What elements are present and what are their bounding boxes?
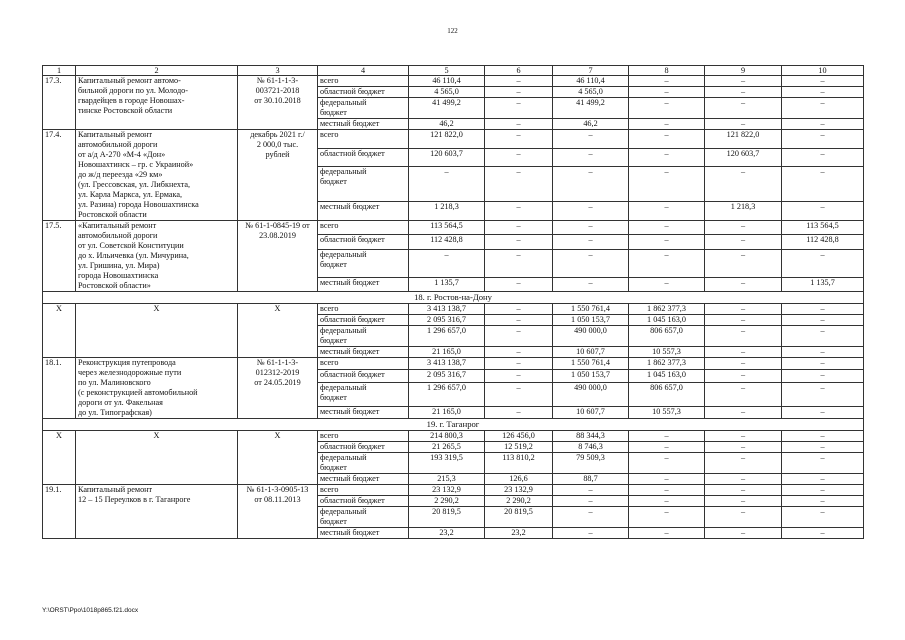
funding-source: федеральный бюджет <box>318 382 409 406</box>
value-cell: 41 499,2 <box>553 98 629 119</box>
value-cell: 79 509,3 <box>553 453 629 474</box>
funding-source: федеральный бюджет <box>318 507 409 528</box>
value-cell: 1 135,7 <box>409 277 485 291</box>
value-cell: – <box>782 76 864 87</box>
value-cell: 21 165,0 <box>409 406 485 418</box>
value-cell: 126,6 <box>485 474 553 485</box>
value-cell: – <box>705 119 782 130</box>
funding-source: местный бюджет <box>318 119 409 130</box>
value-cell: 20 819,5 <box>485 507 553 528</box>
value-cell: 10 607,7 <box>553 347 629 358</box>
item-name: Капитальный ремонт автомо- бильной дороги по ул. Молодо- гвардейцев в городе Новошах- тинске Ростовской области <box>76 76 238 130</box>
item-document: Х <box>238 304 318 358</box>
header-cell: 4 <box>318 66 409 76</box>
value-cell: – <box>782 249 864 277</box>
funding-source: федеральный бюджет <box>318 326 409 347</box>
value-cell: – <box>705 496 782 507</box>
section-row <box>43 419 864 431</box>
funding-source: федеральный бюджет <box>318 98 409 119</box>
funding-source: областной бюджет <box>318 148 409 167</box>
header-cell: 8 <box>629 66 705 76</box>
value-cell: – <box>705 277 782 291</box>
item-document: № 61-1-1-3- 003721-2018 от 30.10.2018 <box>238 76 318 130</box>
header-cell: 3 <box>238 66 318 76</box>
value-cell: – <box>553 507 629 528</box>
header-cell: 9 <box>705 66 782 76</box>
value-cell: – <box>782 148 864 167</box>
value-cell: – <box>782 453 864 474</box>
value-cell: – <box>782 474 864 485</box>
funding-source: местный бюджет <box>318 406 409 418</box>
file-path: Y:\ORST\Ppo\1018p865.f21.docx <box>42 607 139 614</box>
value-cell: 3 413 138,7 <box>409 304 485 315</box>
value-cell: – <box>553 485 629 496</box>
value-cell: – <box>782 98 864 119</box>
value-cell: – <box>705 406 782 418</box>
value-cell: – <box>782 485 864 496</box>
value-cell: – <box>782 406 864 418</box>
value-cell: – <box>629 76 705 87</box>
funding-source: областной бюджет <box>318 496 409 507</box>
funding-source: всего <box>318 485 409 496</box>
header-cell: 7 <box>553 66 629 76</box>
value-cell: – <box>409 167 485 202</box>
value-cell: 1 045 163,0 <box>629 315 705 326</box>
value-cell: – <box>705 485 782 496</box>
value-cell: 215,3 <box>409 474 485 485</box>
funding-source: всего <box>318 358 409 370</box>
table-row <box>43 431 864 442</box>
value-cell: 3 413 138,7 <box>409 358 485 370</box>
value-cell: 23 132,9 <box>485 485 553 496</box>
item-name: Капитальный ремонт автомобильной дороги от а/д А-270 «М-4 «Дон» Новошахтинск – гр. с Украиной» до ж/д переезда «29 км» (ул. Грессовская, ул. Либкнехта, ул. Карла Маркса, ул. Ермака, ул. Разина) города Новошахтинска Ростовской области <box>76 130 238 221</box>
value-cell: 88 344,3 <box>553 431 629 442</box>
value-cell: – <box>629 202 705 221</box>
section-title: 19. г. Таганрог <box>43 419 864 431</box>
value-cell: 1 862 377,3 <box>629 358 705 370</box>
value-cell: 112 428,8 <box>782 235 864 249</box>
value-cell: – <box>629 235 705 249</box>
value-cell: – <box>705 315 782 326</box>
value-cell: – <box>629 485 705 496</box>
item-number: Х <box>43 304 76 358</box>
table-row <box>43 304 864 315</box>
value-cell: – <box>705 347 782 358</box>
value-cell: – <box>485 87 553 98</box>
value-cell: – <box>553 130 629 149</box>
value-cell: – <box>485 304 553 315</box>
value-cell: 21 265,5 <box>409 442 485 453</box>
value-cell: 806 657,0 <box>629 326 705 347</box>
value-cell: – <box>485 315 553 326</box>
header-cell: 1 <box>43 66 76 76</box>
funding-source: федеральный бюджет <box>318 249 409 277</box>
value-cell: – <box>782 304 864 315</box>
value-cell: 214 800,3 <box>409 431 485 442</box>
value-cell: – <box>485 119 553 130</box>
value-cell: 121 822,0 <box>409 130 485 149</box>
value-cell: – <box>705 453 782 474</box>
item-document: № 61-1-3-0905-13 от 08.11.2013 <box>238 485 318 539</box>
value-cell: – <box>629 98 705 119</box>
value-cell: – <box>705 221 782 235</box>
table-row <box>43 485 864 496</box>
item-name: Х <box>76 431 238 485</box>
value-cell: – <box>705 528 782 539</box>
value-cell: 1 050 153,7 <box>553 315 629 326</box>
value-cell: – <box>782 130 864 149</box>
value-cell: – <box>705 382 782 406</box>
page-number: 122 <box>447 27 458 35</box>
item-number: 19.1. <box>43 485 76 539</box>
budget-table <box>42 65 864 539</box>
table-row <box>43 130 864 149</box>
item-name: «Капитальный ремонт автомобильной дороги от ул. Советской Конституции до х. Ильичевка (ул. Мичурина, ул. Гришина, ул. Мира) города Новошахтинска Ростовской области» <box>76 221 238 292</box>
value-cell: 8 746,3 <box>553 442 629 453</box>
value-cell: 10 607,7 <box>553 406 629 418</box>
value-cell: – <box>485 221 553 235</box>
value-cell: – <box>782 442 864 453</box>
value-cell: – <box>553 148 629 167</box>
value-cell: – <box>485 277 553 291</box>
value-cell: – <box>629 148 705 167</box>
value-cell: 23,2 <box>409 528 485 539</box>
value-cell: – <box>629 453 705 474</box>
value-cell: – <box>485 235 553 249</box>
value-cell: – <box>485 347 553 358</box>
section-row <box>43 292 864 304</box>
value-cell: – <box>705 76 782 87</box>
value-cell: 1 135,7 <box>782 277 864 291</box>
value-cell: – <box>485 370 553 382</box>
item-name: Реконструкция путепровода через железнодорожные пути по ул. Малиновского (с реконструкцией автомобильной дороги от ул. Факельная до ул. Типографская) <box>76 358 238 419</box>
value-cell: – <box>485 148 553 167</box>
funding-source: областной бюджет <box>318 442 409 453</box>
value-cell: – <box>629 249 705 277</box>
value-cell: 41 499,2 <box>409 98 485 119</box>
value-cell: – <box>629 130 705 149</box>
funding-source: федеральный бюджет <box>318 453 409 474</box>
funding-source: всего <box>318 304 409 315</box>
value-cell: 4 565,0 <box>409 87 485 98</box>
value-cell: – <box>629 496 705 507</box>
funding-source: федеральный бюджет <box>318 167 409 202</box>
value-cell: – <box>485 326 553 347</box>
value-cell: – <box>782 370 864 382</box>
funding-source: областной бюджет <box>318 87 409 98</box>
funding-source: всего <box>318 76 409 87</box>
value-cell: – <box>485 76 553 87</box>
funding-source: областной бюджет <box>318 315 409 326</box>
value-cell: 1 045 163,0 <box>629 370 705 382</box>
value-cell: 120 603,7 <box>409 148 485 167</box>
value-cell: 1 218,3 <box>705 202 782 221</box>
value-cell: – <box>782 87 864 98</box>
value-cell: 23 132,9 <box>409 485 485 496</box>
value-cell: – <box>782 202 864 221</box>
value-cell: – <box>553 496 629 507</box>
value-cell: – <box>485 202 553 221</box>
value-cell: 12 519,2 <box>485 442 553 453</box>
item-document: № 61-1-0845-19 от 23.08.2019 <box>238 221 318 292</box>
item-number: 17.3. <box>43 76 76 130</box>
value-cell: – <box>409 249 485 277</box>
value-cell: – <box>629 431 705 442</box>
value-cell: – <box>705 474 782 485</box>
value-cell: 20 819,5 <box>409 507 485 528</box>
value-cell: 806 657,0 <box>629 382 705 406</box>
value-cell: – <box>705 358 782 370</box>
value-cell: – <box>705 442 782 453</box>
value-cell: – <box>705 249 782 277</box>
value-cell: – <box>629 221 705 235</box>
value-cell: – <box>553 167 629 202</box>
value-cell: – <box>782 326 864 347</box>
value-cell: 21 165,0 <box>409 347 485 358</box>
value-cell: 2 290,2 <box>485 496 553 507</box>
value-cell: 113 810,2 <box>485 453 553 474</box>
value-cell: – <box>629 528 705 539</box>
value-cell: – <box>485 167 553 202</box>
table-row <box>43 358 864 370</box>
value-cell: – <box>705 87 782 98</box>
value-cell: 23,2 <box>485 528 553 539</box>
funding-source: местный бюджет <box>318 202 409 221</box>
funding-source: всего <box>318 221 409 235</box>
value-cell: – <box>705 235 782 249</box>
value-cell: 2 290,2 <box>409 496 485 507</box>
value-cell: – <box>782 347 864 358</box>
funding-source: областной бюджет <box>318 370 409 382</box>
value-cell: – <box>485 382 553 406</box>
item-document: декабрь 2021 г./ 2 000,0 тыс. рублей <box>238 130 318 221</box>
value-cell: – <box>705 167 782 202</box>
value-cell: – <box>705 304 782 315</box>
value-cell: – <box>705 326 782 347</box>
value-cell: 46 110,4 <box>409 76 485 87</box>
value-cell: 126 456,0 <box>485 431 553 442</box>
value-cell: 490 000,0 <box>553 326 629 347</box>
value-cell: – <box>782 507 864 528</box>
funding-source: местный бюджет <box>318 528 409 539</box>
value-cell: – <box>629 119 705 130</box>
value-cell: – <box>629 507 705 528</box>
value-cell: 1 050 153,7 <box>553 370 629 382</box>
item-name: Капитальный ремонт 12 – 15 Переулков в г. Таганроге <box>76 485 238 539</box>
funding-source: областной бюджет <box>318 235 409 249</box>
value-cell: – <box>782 431 864 442</box>
value-cell: – <box>782 496 864 507</box>
value-cell: – <box>629 87 705 98</box>
value-cell: 1 218,3 <box>409 202 485 221</box>
table-row <box>43 76 864 87</box>
value-cell: – <box>782 119 864 130</box>
value-cell: 1 296 657,0 <box>409 382 485 406</box>
funding-source: местный бюджет <box>318 347 409 358</box>
item-number: 18.1. <box>43 358 76 419</box>
value-cell: – <box>782 315 864 326</box>
value-cell: 2 095 316,7 <box>409 315 485 326</box>
value-cell: – <box>782 528 864 539</box>
value-cell: – <box>485 130 553 149</box>
value-cell: – <box>553 221 629 235</box>
header-cell: 2 <box>76 66 238 76</box>
value-cell: – <box>705 507 782 528</box>
value-cell: – <box>553 235 629 249</box>
funding-source: всего <box>318 130 409 149</box>
value-cell: 1 550 761,4 <box>553 304 629 315</box>
value-cell: – <box>629 474 705 485</box>
value-cell: 10 557,3 <box>629 406 705 418</box>
section-title: 18. г. Ростов-на-Дону <box>43 292 864 304</box>
value-cell: – <box>705 370 782 382</box>
value-cell: – <box>553 249 629 277</box>
value-cell: – <box>485 98 553 119</box>
value-cell: – <box>553 202 629 221</box>
header-row <box>43 66 864 76</box>
value-cell: 88,7 <box>553 474 629 485</box>
value-cell: 193 319,5 <box>409 453 485 474</box>
value-cell: 46,2 <box>409 119 485 130</box>
value-cell: – <box>629 442 705 453</box>
value-cell: 2 095 316,7 <box>409 370 485 382</box>
value-cell: 46 110,4 <box>553 76 629 87</box>
value-cell: 113 564,5 <box>409 221 485 235</box>
value-cell: – <box>782 167 864 202</box>
value-cell: – <box>705 98 782 119</box>
value-cell: – <box>782 358 864 370</box>
value-cell: – <box>485 406 553 418</box>
value-cell: – <box>485 358 553 370</box>
value-cell: – <box>485 249 553 277</box>
value-cell: 121 822,0 <box>705 130 782 149</box>
value-cell: – <box>629 167 705 202</box>
funding-source: местный бюджет <box>318 277 409 291</box>
value-cell: 1 296 657,0 <box>409 326 485 347</box>
value-cell: – <box>705 431 782 442</box>
value-cell: 490 000,0 <box>553 382 629 406</box>
item-number: Х <box>43 431 76 485</box>
item-document: № 61-1-1-3- 012312-2019 от 24.05.2019 <box>238 358 318 419</box>
value-cell: 4 565,0 <box>553 87 629 98</box>
table-row <box>43 221 864 235</box>
value-cell: 10 557,3 <box>629 347 705 358</box>
funding-source: всего <box>318 431 409 442</box>
value-cell: 1 862 377,3 <box>629 304 705 315</box>
item-number: 17.4. <box>43 130 76 221</box>
value-cell: 1 550 761,4 <box>553 358 629 370</box>
value-cell: 46,2 <box>553 119 629 130</box>
funding-source: местный бюджет <box>318 474 409 485</box>
value-cell: – <box>553 277 629 291</box>
header-cell: 6 <box>485 66 553 76</box>
value-cell: – <box>782 382 864 406</box>
value-cell: 112 428,8 <box>409 235 485 249</box>
header-cell: 5 <box>409 66 485 76</box>
value-cell: 113 564,5 <box>782 221 864 235</box>
header-cell: 10 <box>782 66 864 76</box>
item-name: Х <box>76 304 238 358</box>
item-document: Х <box>238 431 318 485</box>
item-number: 17.5. <box>43 221 76 292</box>
value-cell: – <box>629 277 705 291</box>
value-cell: 120 603,7 <box>705 148 782 167</box>
value-cell: – <box>553 528 629 539</box>
